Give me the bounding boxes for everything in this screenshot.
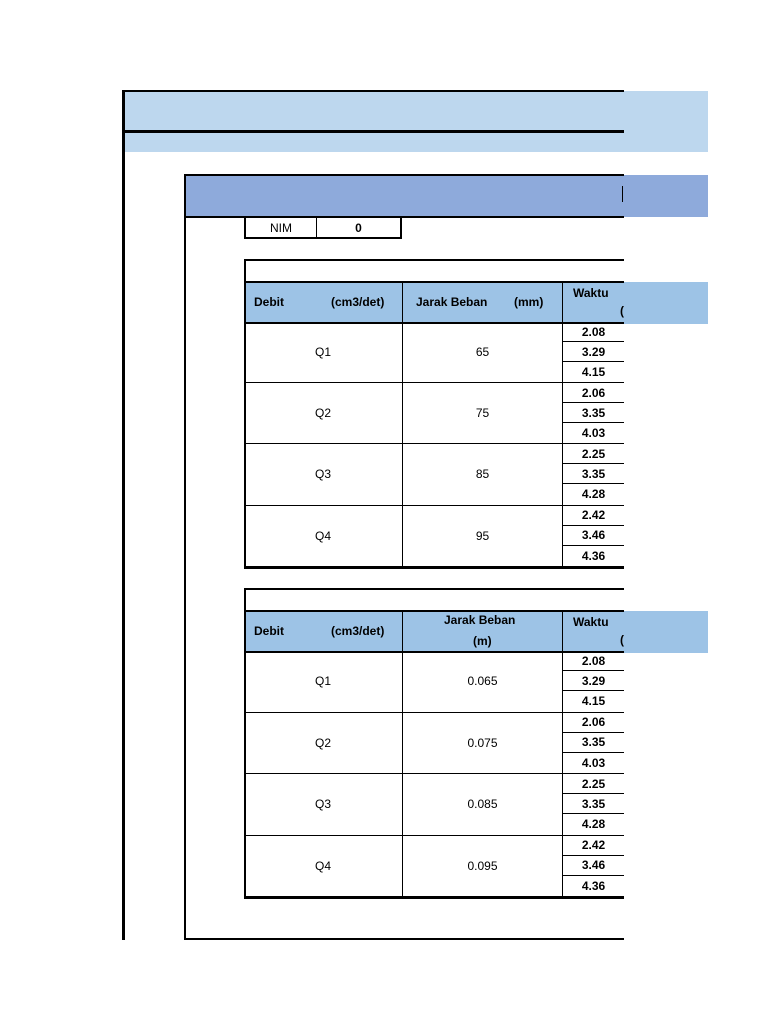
waktu-cell[interactable]: 3.46 <box>563 856 624 876</box>
header-jarak-unit: (m) <box>473 634 492 648</box>
waktu-cell[interactable]: 2.08 <box>563 322 624 342</box>
frame-border <box>184 938 624 940</box>
header-debit: Debit <box>254 624 284 638</box>
table-row <box>244 506 624 567</box>
waktu-cell[interactable]: 2.42 <box>563 506 624 526</box>
cell-border-fragment <box>622 186 623 202</box>
waktu-cells <box>563 383 624 443</box>
jarak-cell[interactable]: 0.075 <box>467 735 498 750</box>
table-row <box>244 444 624 505</box>
divider <box>184 174 624 176</box>
jarak-cell[interactable]: 65 <box>475 345 490 360</box>
waktu-cells <box>563 713 624 774</box>
data-table-mm <box>244 259 624 569</box>
divider <box>124 90 624 92</box>
table-row <box>244 322 624 383</box>
table-title-row <box>244 588 624 611</box>
waktu-cells <box>563 651 624 712</box>
waktu-cell[interactable]: 3.29 <box>563 671 624 691</box>
waktu-cell[interactable]: 3.35 <box>563 464 624 484</box>
header-jarak-unit: (mm) <box>514 295 544 309</box>
waktu-cell[interactable]: 2.06 <box>563 713 624 733</box>
waktu-cell[interactable]: 4.03 <box>581 755 606 770</box>
table-row <box>244 713 624 775</box>
table-border <box>244 897 624 899</box>
debit-cell[interactable]: Q1 <box>314 674 331 689</box>
table-title-row <box>244 259 624 282</box>
table-border <box>244 567 624 569</box>
header-debit-unit: (cm3/det) <box>331 295 385 309</box>
waktu-cell[interactable]: 3.46 <box>563 526 624 546</box>
waktu-cell[interactable]: 4.15 <box>581 694 606 708</box>
waktu-cell[interactable]: 2.25 <box>563 774 624 794</box>
waktu-cells <box>563 836 624 897</box>
waktu-cell[interactable]: 4.03 <box>581 426 606 441</box>
waktu-cell[interactable]: 2.06 <box>563 383 624 403</box>
jarak-cell[interactable]: 85 <box>475 467 490 482</box>
frame-border <box>122 90 125 940</box>
header-jarak: Jarak Beban <box>444 613 516 627</box>
jarak-cell[interactable]: 95 <box>475 528 490 543</box>
data-table-m <box>244 588 624 899</box>
jarak-cell[interactable]: 0.095 <box>467 858 498 873</box>
waktu-cell[interactable]: 2.25 <box>563 444 624 464</box>
section-header-band <box>184 175 708 217</box>
debit-cell[interactable]: Q3 <box>314 467 331 482</box>
table-row <box>244 651 624 713</box>
waktu-cell[interactable]: 2.42 <box>563 836 624 856</box>
divider <box>244 610 624 612</box>
frame-border <box>184 174 186 940</box>
waktu-cell[interactable]: 3.35 <box>563 403 624 423</box>
waktu-cells <box>563 444 624 504</box>
waktu-cell[interactable]: 3.35 <box>563 794 624 814</box>
waktu-cells <box>563 506 624 566</box>
header-waktu: Waktu <box>573 286 609 300</box>
header-jarak: Jarak Beban <box>416 295 488 309</box>
jarak-cell[interactable]: 0.085 <box>467 797 498 812</box>
waktu-cells <box>563 322 624 382</box>
nim-field <box>244 217 402 239</box>
waktu-cell[interactable]: 4.36 <box>581 548 606 563</box>
waktu-cell[interactable]: 4.15 <box>581 365 606 379</box>
waktu-cell[interactable]: 4.28 <box>581 487 606 502</box>
divider <box>124 130 624 133</box>
waktu-cell[interactable]: 2.08 <box>563 651 624 671</box>
header-waktu: Waktu <box>573 615 609 629</box>
debit-cell[interactable]: Q4 <box>314 858 331 873</box>
jarak-cell[interactable]: 75 <box>475 406 490 421</box>
debit-cell[interactable]: Q4 <box>314 528 331 543</box>
jarak-cell[interactable]: 0.065 <box>467 674 498 689</box>
table-row <box>244 383 624 444</box>
waktu-cell[interactable]: 3.29 <box>563 342 624 362</box>
header-debit-unit: (cm3/det) <box>331 624 385 638</box>
debit-cell[interactable]: Q2 <box>314 406 331 421</box>
header-debit: Debit <box>254 295 284 309</box>
header-waktu-paren: ( <box>620 633 624 647</box>
debit-cell[interactable]: Q3 <box>314 797 331 812</box>
header-waktu-paren: ( <box>620 304 624 318</box>
nim-value[interactable]: 0 <box>355 220 362 235</box>
debit-cell[interactable]: Q1 <box>314 345 331 360</box>
table-row <box>244 774 624 836</box>
waktu-cell[interactable]: 3.35 <box>563 733 624 753</box>
nim-label: NIM <box>246 218 317 237</box>
waktu-cell[interactable]: 4.28 <box>581 817 606 831</box>
title-band <box>124 91 708 152</box>
debit-cell[interactable]: Q2 <box>314 735 331 750</box>
waktu-cells <box>563 774 624 835</box>
table-row <box>244 836 624 898</box>
waktu-cell[interactable]: 4.36 <box>581 878 606 893</box>
